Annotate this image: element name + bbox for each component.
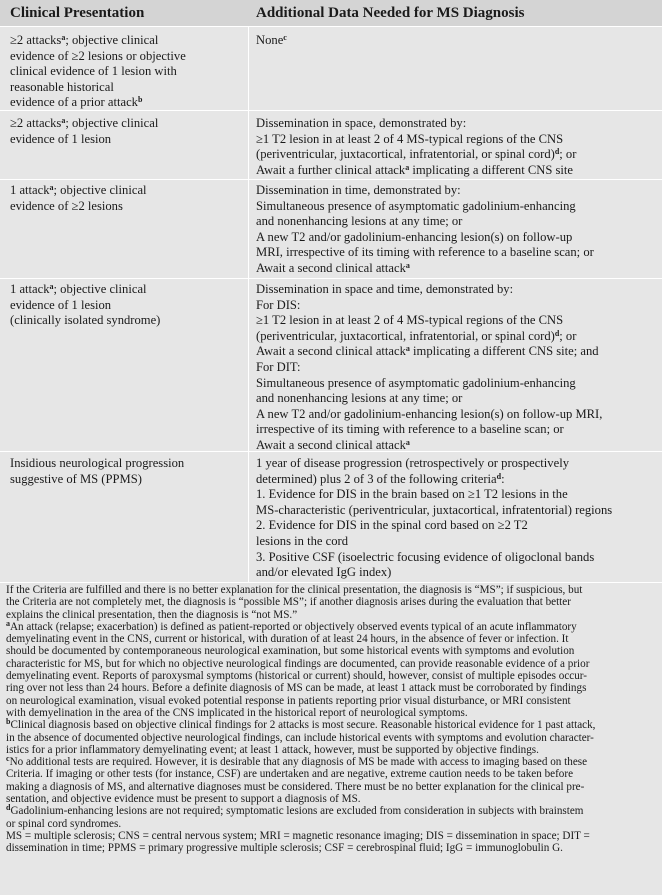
text-line: Insidious neurological progression	[10, 456, 185, 470]
text-line: 1 attack$^a$; objective clinical	[10, 282, 147, 296]
text-line: A new T2 and/or gadolinium-enhancing lesion(s) on follow-up	[256, 229, 573, 244]
text-line: ring over not less than 24 hours. Before a definite diagnosis of MS can be made, at least 1 attack must be corroborated by findings	[6, 682, 587, 695]
text-line: Criteria. If imaging or other tests (for instance, CSF) are undertaken and are negative, extreme caution needs to be taken before	[6, 768, 574, 781]
text-line: should be documented by contemporaneous neurological examination, but some historical events with symptoms and evolution	[6, 645, 575, 658]
footnote-marker: a	[405, 260, 410, 270]
text-line: and nonenhancing lesions at any time; or	[256, 391, 463, 406]
data-needed-cell	[256, 282, 656, 454]
footnote-marker: d	[6, 803, 11, 813]
header-additional-data: Additional Data Needed for MS Diagnosis	[256, 5, 525, 21]
footnote-general	[6, 584, 658, 621]
text-line: 1 attack$^a$; objective clinical	[10, 183, 147, 197]
footnotes	[6, 584, 658, 855]
text-line: making a diagnosis of MS, and alternative diagnoses must be considered. There must be no better explanation for the clinical pre-	[6, 780, 585, 793]
presentation-cell	[10, 33, 244, 111]
footnote-marker: a	[405, 437, 410, 447]
footnote-marker: a	[61, 116, 66, 125]
footnote-marker: d	[554, 147, 560, 157]
text-line: MS-characteristic (periventricular, juxtacortical, infratentorial) regions	[256, 502, 613, 517]
text-line: $^c$No additional tests are required. However, it is desirable that any diagnosis of MS be made with access to imaging based on these	[6, 754, 588, 769]
text-line: 3. Positive CSF (isoelectric focusing evidence of oligoclonal bands	[256, 549, 595, 564]
data-needed-cell	[256, 116, 656, 178]
text-line: evidence of 1 lesion	[10, 131, 112, 146]
text-line: For DIT:	[256, 359, 301, 374]
text-line: Await a further clinical attack$^a$ implicating a different CNS site	[256, 162, 574, 177]
text-line: clinical evidence of 1 lesion with	[10, 64, 177, 79]
text-line: $^d$Gadolinium-enhancing lesions are not required; symptomatic lesions are excluded from consideration in subjects with brainstem	[6, 803, 584, 818]
text-line: 1. Evidence for DIS in the brain based on ≥1 T2 lesions in the	[256, 487, 568, 502]
footnote-c	[6, 756, 658, 805]
footnote-marker: a	[6, 618, 10, 628]
text-line: istics for a prior inflammatory demyelinating event; at least 1 attack, however, must be supported by objective findings.	[6, 743, 539, 756]
text-line: None$^c$	[256, 33, 287, 47]
data-needed-cell	[256, 456, 656, 581]
text-line: determined) plus 2 of 3 of the following criteria$^d$:	[256, 471, 505, 486]
text-line: demyelinating event. Reports of paroxysmal symptoms (historical or current) should, however, consist of multiple episodes occur-	[6, 670, 587, 683]
text-line: (periventricular, juxtacortical, infratentorial, or spinal cord)$^d$; or	[256, 328, 577, 343]
footnote-b	[6, 719, 658, 756]
text-line: irrespective of its timing with reference to a baseline scan; or	[256, 422, 564, 437]
text-line: ≥2 attacks$^a$; objective clinical	[10, 116, 159, 130]
text-line: evidence of ≥2 lesions or objective	[10, 48, 186, 63]
footnote-marker: d	[554, 328, 560, 338]
presentation-cell	[10, 116, 244, 147]
text-line: Await a second clinical attack$^a$ implicating a different CNS site; and	[256, 344, 599, 359]
presentation-cell	[10, 183, 244, 214]
text-line: and/or elevated IgG index)	[256, 565, 392, 580]
footnote-marker: c	[6, 754, 10, 764]
footnote-abbreviations	[6, 830, 658, 855]
data-needed-cell	[256, 183, 656, 277]
header-clinical-presentation: Clinical Presentation	[10, 5, 145, 21]
text-line: $^a$An attack (relapse; exacerbation) is defined as patient-reported or objectively observed events typical of an acute inflammatory	[6, 618, 577, 633]
text-line: ≥2 attacks$^a$; objective clinical	[10, 33, 159, 47]
text-line: Dissemination in space and time, demonstrated by:	[256, 282, 514, 296]
text-line: explains the clinical presentation, then the diagnosis is “not MS.”	[6, 608, 298, 621]
data-needed-cell	[256, 33, 656, 49]
footnote-marker: b	[6, 717, 11, 727]
text-line: reasonable historical	[10, 79, 114, 94]
footnote-a	[6, 618, 658, 719]
table-row	[0, 278, 662, 452]
text-line: or spinal cord syndromes.	[6, 817, 122, 830]
text-line: and nonenhancing lesions at any time; or	[256, 214, 463, 229]
table-row	[0, 110, 662, 180]
footnote-marker: a	[49, 282, 54, 291]
presentation-cell	[10, 282, 244, 329]
text-line: A new T2 and/or gadolinium-enhancing lesion(s) on follow-up MRI,	[256, 406, 603, 421]
text-line: Dissemination in time, demonstrated by:	[256, 183, 461, 197]
text-line: ≥1 T2 lesion in at least 2 of 4 MS-typical regions of the CNS	[256, 131, 564, 146]
table-bottom-rule	[0, 582, 662, 583]
table-row	[0, 179, 662, 279]
text-line: $^b$Clinical diagnosis based on objective clinical findings for 2 attacks is most secure. Reasonable historical evidence for 1 past attack,	[6, 717, 596, 732]
text-line: dissemination in time; PPMS = primary progressive multiple sclerosis; CSF = cerebrospinal fluid; IgG = immunoglobulin G.	[6, 842, 563, 855]
text-line: (clinically isolated syndrome)	[10, 313, 161, 328]
text-line: ≥1 T2 lesion in at least 2 of 4 MS-typical regions of the CNS	[256, 313, 564, 328]
text-line: 1 year of disease progression (retrospectively or prospectively	[256, 456, 569, 470]
footnote-marker: a	[405, 162, 410, 172]
text-line: If the Criteria are fulfilled and there is no better explanation for the clinical presentation, the diagnosis is “MS”; if suspicious, but	[6, 584, 583, 596]
text-line: evidence of 1 lesion	[10, 297, 112, 312]
text-line: with demyelination in the area of the CNS implicated in the historical report of neurological symptoms.	[6, 706, 468, 719]
table-row	[0, 451, 662, 583]
footnote-marker: c	[283, 33, 287, 42]
text-line: in the absence of documented objective neurological findings, can include historical events with symptoms and evolution character-	[6, 731, 594, 744]
text-line: on neurological examination, visual evoked potential response in patients reporting prior visual disturbance, or MRI consistent	[6, 694, 571, 707]
footnote-marker: a	[405, 344, 410, 354]
footnote-marker: a	[49, 183, 54, 192]
text-line: For DIS:	[256, 297, 301, 312]
text-line: lesions in the cord	[256, 533, 348, 548]
text-line: characteristic for MS, but for which no objective neurological findings are documented, can provide reasonable evidence of a prior	[6, 657, 590, 670]
text-line: the Criteria are not completely met, the diagnosis is “possible MS”; if another diagnosis arises during the evaluation that better	[6, 596, 571, 609]
footnote-marker: b	[137, 95, 143, 105]
footnote-marker: a	[61, 33, 66, 42]
text-line: Await a second clinical attack$^a$	[256, 260, 410, 275]
text-line: Simultaneous presence of asymptomatic gadolinium-enhancing	[256, 198, 576, 213]
text-line: (periventricular, juxtacortical, infratentorial, or spinal cord)$^d$; or	[256, 147, 577, 162]
text-line: MS = multiple sclerosis; CNS = central nervous system; MRI = magnetic resonance imaging; DIS = dissemination in space; DIT =	[6, 829, 590, 842]
footnote-d	[6, 805, 658, 830]
table-header	[0, 0, 662, 26]
table-row	[0, 26, 662, 111]
text-line: suggestive of MS (PPMS)	[10, 471, 142, 486]
text-line: evidence of ≥2 lesions	[10, 198, 123, 213]
text-line: Await a second clinical attack$^a$	[256, 437, 410, 452]
text-line: MRI, irrespective of its timing with reference to a baseline scan; or	[256, 245, 594, 260]
footnote-marker: d	[496, 471, 502, 481]
text-line: evidence of a prior attack$^b$	[10, 95, 143, 110]
text-line: 2. Evidence for DIS in the spinal cord based on ≥2 T2	[256, 518, 528, 533]
text-line: Simultaneous presence of asymptomatic gadolinium-enhancing	[256, 375, 576, 390]
presentation-cell	[10, 456, 244, 487]
text-line: Dissemination in space, demonstrated by:	[256, 116, 467, 130]
text-line: sentation, and objective evidence must be present to support a diagnosis of MS.	[6, 793, 361, 806]
text-line: demyelinating event in the CNS, current or historical, with duration of at least 24 hours, in the absence of fever or infection. It	[6, 633, 569, 646]
